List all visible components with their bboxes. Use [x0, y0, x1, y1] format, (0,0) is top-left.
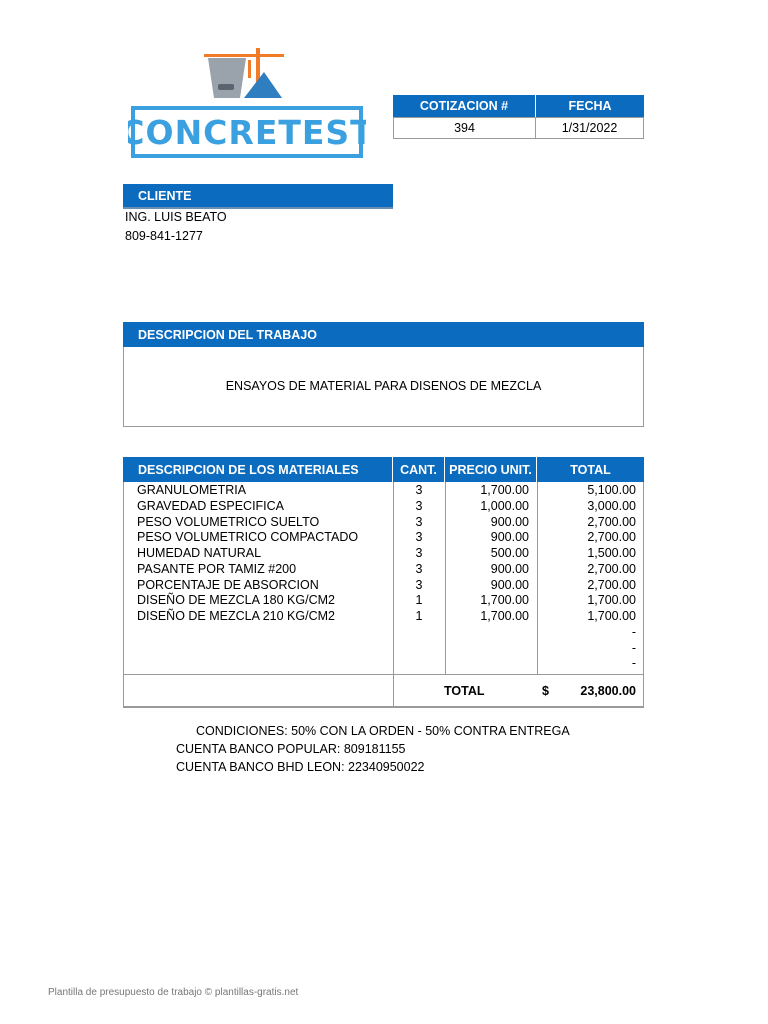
bank-account-popular: CUENTA BANCO POPULAR: 809181155	[176, 742, 406, 756]
material-total: 3,000.00	[587, 498, 636, 513]
material-total: -	[631, 656, 636, 671]
material-total: 1,700.00	[587, 609, 636, 623]
material-quantity: 3	[415, 483, 423, 497]
materials-total-header: TOTAL	[570, 462, 611, 477]
material-description: PESO VOLUMETRICO SUELTO	[137, 514, 320, 529]
materials-rows	[123, 483, 644, 672]
total-currency: $	[542, 684, 549, 698]
bank-account-bhd: CUENTA BANCO BHD LEON: 22340950022	[176, 760, 425, 774]
material-quantity	[393, 641, 445, 657]
work-description-box	[123, 347, 644, 427]
material-total: 2,700.00	[587, 530, 636, 545]
footer-credit: Plantilla de presupuesto de trabajo © plantillas-gratis.net	[48, 987, 299, 998]
table-row	[123, 562, 644, 578]
material-unit-price: 1,700.00	[480, 483, 529, 497]
table-row	[123, 578, 644, 594]
material-description	[123, 656, 393, 672]
table-row	[123, 530, 644, 546]
quote-info-box	[393, 95, 644, 139]
material-total: 1,700.00	[587, 593, 636, 608]
material-quantity: 3	[415, 530, 423, 545]
table-row	[123, 609, 644, 625]
material-quantity: 1	[415, 609, 423, 623]
material-description: GRANULOMETRIA	[137, 483, 247, 497]
material-description: GRAVEDAD ESPECIFICA	[137, 498, 285, 513]
material-unit-price	[445, 625, 537, 641]
table-row	[123, 593, 644, 609]
material-total: -	[631, 624, 636, 639]
material-unit-price: 900.00	[490, 577, 529, 592]
table-row	[123, 499, 644, 515]
material-total: -	[631, 640, 636, 655]
material-unit-price: 900.00	[490, 514, 529, 529]
table-row	[123, 625, 644, 641]
table-row	[123, 483, 644, 499]
grand-total: 23,800.00	[580, 684, 636, 698]
client-name: ING. LUIS BEATO	[125, 210, 227, 224]
material-unit-price: 900.00	[490, 530, 529, 545]
material-description	[123, 625, 393, 641]
quote-data-row	[393, 117, 644, 139]
material-description: DISEÑO DE MEZCLA 210 KG/CM2	[137, 609, 335, 623]
quote-number: 394	[393, 117, 536, 139]
work-description-header: DESCRIPCION DEL TRABAJO	[123, 322, 644, 347]
material-description: HUMEDAD NATURAL	[137, 546, 262, 560]
quote-header-row	[393, 95, 644, 117]
total-label: TOTAL	[444, 684, 485, 698]
materials-desc-header: DESCRIPCION DE LOS MATERIALES	[123, 457, 393, 482]
material-unit-price: 900.00	[490, 561, 529, 576]
material-unit-price: 1,000.00	[480, 498, 529, 513]
material-quantity: 3	[415, 561, 423, 576]
materials-table	[123, 457, 644, 708]
table-row	[123, 641, 644, 657]
material-description: DISEÑO DE MEZCLA 180 KG/CM2	[137, 593, 335, 608]
material-quantity: 1	[415, 593, 423, 608]
material-description: PASANTE POR TAMIZ #200	[137, 561, 297, 576]
quote-date: 1/31/2022	[536, 117, 644, 139]
material-description: PORCENTAJE DE ABSORCION	[137, 577, 319, 592]
material-total: 2,700.00	[587, 561, 636, 576]
material-total: 2,700.00	[587, 514, 636, 529]
quote-number-header: COTIZACION #	[393, 95, 536, 117]
material-quantity: 3	[415, 577, 423, 592]
material-unit-price: 1,700.00	[480, 609, 529, 623]
client-phone: 809-841-1277	[125, 229, 203, 243]
material-total: 2,700.00	[587, 577, 636, 592]
column-divider	[393, 675, 394, 706]
company-logo	[128, 46, 366, 160]
materials-total-row	[123, 674, 644, 708]
materials-body	[123, 482, 644, 674]
material-quantity: 3	[415, 514, 423, 529]
material-quantity	[393, 656, 445, 672]
material-quantity: 3	[415, 546, 423, 560]
table-row	[123, 656, 644, 672]
materials-qty-header: CANT.	[393, 457, 445, 482]
table-row	[123, 515, 644, 531]
material-unit-price	[445, 656, 537, 672]
logo-text: CONCRETEST	[128, 113, 366, 152]
material-total: 1,500.00	[587, 546, 636, 560]
material-unit-price: 1,700.00	[480, 593, 529, 608]
material-total: 5,100.00	[587, 483, 636, 497]
payment-conditions: CONDICIONES: 50% CON LA ORDEN - 50% CONTRA ENTREGA	[196, 724, 570, 738]
materials-price-header: PRECIO UNIT.	[445, 457, 537, 482]
materials-header-row	[123, 457, 644, 482]
material-quantity: 3	[415, 498, 423, 513]
work-description-text: ENSAYOS DE MATERIAL PARA DISENOS DE MEZCLA	[225, 378, 542, 393]
date-header: FECHA	[568, 99, 612, 113]
material-unit-price: 500.00	[490, 546, 529, 560]
client-header: CLIENTE	[123, 184, 393, 209]
material-description: PESO VOLUMETRICO COMPACTADO	[137, 530, 359, 545]
material-description	[123, 641, 393, 657]
material-quantity	[393, 625, 445, 641]
material-unit-price	[445, 641, 537, 657]
table-row	[123, 546, 644, 562]
